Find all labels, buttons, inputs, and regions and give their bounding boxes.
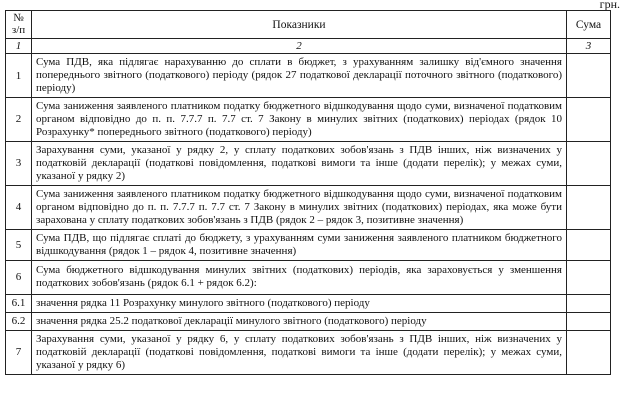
row-number: 1 — [6, 54, 32, 98]
row-sum-cell — [567, 229, 611, 260]
indicators-column-header: Показники — [32, 11, 567, 39]
row-number: 6.2 — [6, 312, 32, 330]
column-index-1: 1 — [6, 39, 32, 54]
number-column-header: № з/п — [6, 11, 32, 39]
row-number: 2 — [6, 98, 32, 142]
row-indicator-text: Сума заниження заявленого платником податку бюджетного відшкодування щодо суми, визначеної податковим органом відповідно до п. п. 7.7.7 п. 7.7 ст. 7 Закону в минулих звітних (податкових) періодах (рядок 10 Розрахунку* попереднього звітного (податкового) періоду) — [32, 98, 567, 142]
table-row — [6, 54, 611, 98]
row-number: 4 — [6, 185, 32, 229]
table-row — [6, 330, 611, 374]
table-row — [6, 185, 611, 229]
row-indicator-text: Сума бюджетного відшкодування минулих звітних (податкових) періодів, яка зараховується у зменшення податкових зобов'язань (рядок 6.1 + рядок 6.2): — [32, 260, 567, 294]
row-indicator-text: Зарахування суми, указаної у рядку 2, у сплату податкових зобов'язань з ПДВ інших, ніж визначених у податковій декларації (податкові повідомлення, податкові вимоги та інше (додати перелік); у межах суми, указаної у рядку 2) — [32, 141, 567, 185]
row-sum-cell — [567, 294, 611, 312]
sum-column-header: Сума — [567, 11, 611, 39]
table-row — [6, 141, 611, 185]
row-sum-cell — [567, 260, 611, 294]
row-sum-cell — [567, 185, 611, 229]
column-index-2: 2 — [32, 39, 567, 54]
table-row — [6, 294, 611, 312]
row-indicator-text: Сума ПДВ, яка підлягає нарахуванню до сплати в бюджет, з урахуванням залишку від'ємного значення попереднього звітного (податкового) періоду (рядок 27 податкової декларації поточного звітного (податкового) періоду) — [32, 54, 567, 98]
row-number: 7 — [6, 330, 32, 374]
row-sum-cell — [567, 312, 611, 330]
row-number: 5 — [6, 229, 32, 260]
currency-label: грн. — [599, 0, 620, 11]
row-number: 3 — [6, 141, 32, 185]
row-indicator-text: Зарахування суми, указаної у рядку 6, у сплату податкових зобов'язань з ПДВ інших, ніж визначених у податковій декларації (податкові повідомлення, податкові вимоги та інше (додати перелік); у межах суми, указаної у рядку 6) — [32, 330, 567, 374]
row-sum-cell — [567, 330, 611, 374]
row-number: 6 — [6, 260, 32, 294]
row-sum-cell — [567, 98, 611, 142]
vat-calculation-table — [5, 10, 611, 375]
row-indicator-text: Сума заниження заявленого платником податку бюджетного відшкодування щодо суми, визначеної податковим органом відповідно до п. п. 7.7.7 п. 7.7 ст. 7 Закону в минулих звітних (податкових) періодах, яка може бути зарахована у сплату податкових зобов'язань з ПДВ (рядок 2 – рядок 3, позитивне значення) — [32, 185, 567, 229]
row-indicator-text: Сума ПДВ, що підлягає сплаті до бюджету, з урахуванням суми заниження заявленого платником бюджетного відшкодування (рядок 1 – рядок 4, позитивне значення) — [32, 229, 567, 260]
table-row — [6, 312, 611, 330]
table-header-row — [6, 11, 611, 39]
row-number: 6.1 — [6, 294, 32, 312]
row-sum-cell — [567, 141, 611, 185]
table-row — [6, 98, 611, 142]
column-index-row — [6, 39, 611, 54]
table-row — [6, 229, 611, 260]
table-row — [6, 260, 611, 294]
column-index-3: 3 — [567, 39, 611, 54]
row-sum-cell — [567, 54, 611, 98]
row-indicator-text: значення рядка 11 Розрахунку минулого звітного (податкового) періоду — [32, 294, 567, 312]
row-indicator-text: значення рядка 25.2 податкової декларації минулого звітного (податкового) періоду — [32, 312, 567, 330]
